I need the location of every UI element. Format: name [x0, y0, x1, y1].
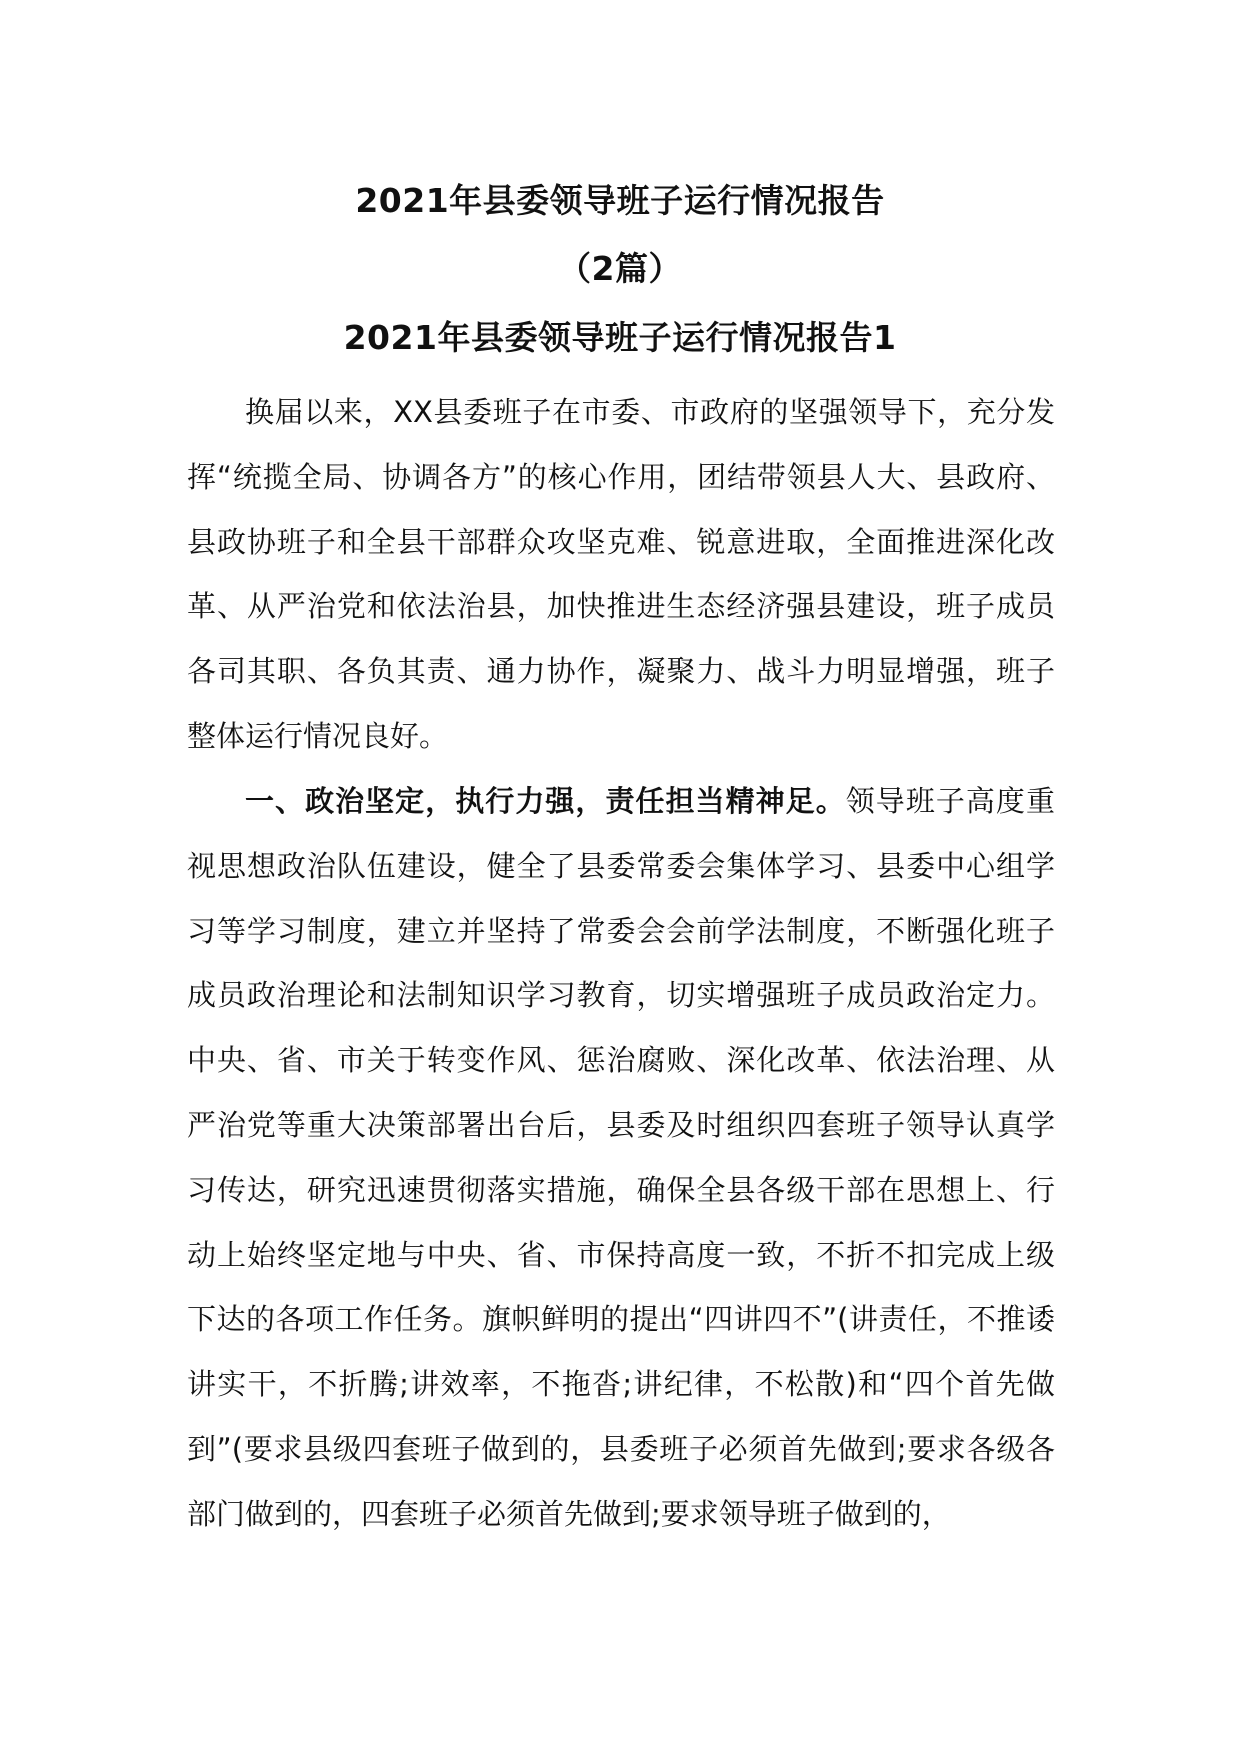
paragraph-1-content [187, 380, 1055, 769]
paragraph-2 [187, 769, 1055, 1547]
paragraph-1-text: 换届以来，XX县委班子在市委、市政府的坚强领导下，充分发挥“统揽全局、协调各方”的核心作用，团结带领县人大、县政府、县政协班子和全县干部群众攻坚克难、锐意进取，全面推进深化改革、从严治党和依法治县，加快推进生态经济强县建设，班子成员各司其职、各负其责、通力协作，凝聚力、战斗力明显增强，班子整体运行情况良好。 [187, 395, 1055, 753]
paragraph-2-text: 领导班子高度重视思想政治队伍建设，健全了县委常委会集体学习、县委中心组学习等学习制度，建立并坚持了常委会会前学法制度，不断强化班子成员政治理论和法制知识学习教育，切实增强班子成员政治定力。中央、省、市关于转变作风、惩治腐败、深化改革、依法治理、从严治党等重大决策部署出台后，县委及时组织四套班子领导认真学习传达，研究迅速贯彻落实措施，确保全县各级干部在思想上、行动上始终坚定地与中央、省、市保持高度一致，不折不扣完成上级下达的各项工作任务。旗帜鲜明的提出“四讲四不”(讲责任，不推诿讲实干，不折腾;讲效率，不拖沓;讲纪律，不松散)和“四个首先做到”(要求县级四套班子做到的，县委班子必须首先做到;要求各级各部门做到的，四套班子必须首先做到;要求领导班子做到的， [187, 784, 1055, 1531]
paragraph-1 [187, 380, 1055, 769]
paragraph-2-lead: 一、政治坚定，执行力强，责任担当精神足。 [245, 784, 846, 818]
document-subtitle: （2篇） [558, 249, 682, 288]
paragraph-2-content [187, 769, 1055, 1547]
section-title: 2021年县委领导班子运行情况报告1 [343, 318, 897, 357]
document-title: 2021年县委领导班子运行情况报告 [355, 181, 885, 220]
